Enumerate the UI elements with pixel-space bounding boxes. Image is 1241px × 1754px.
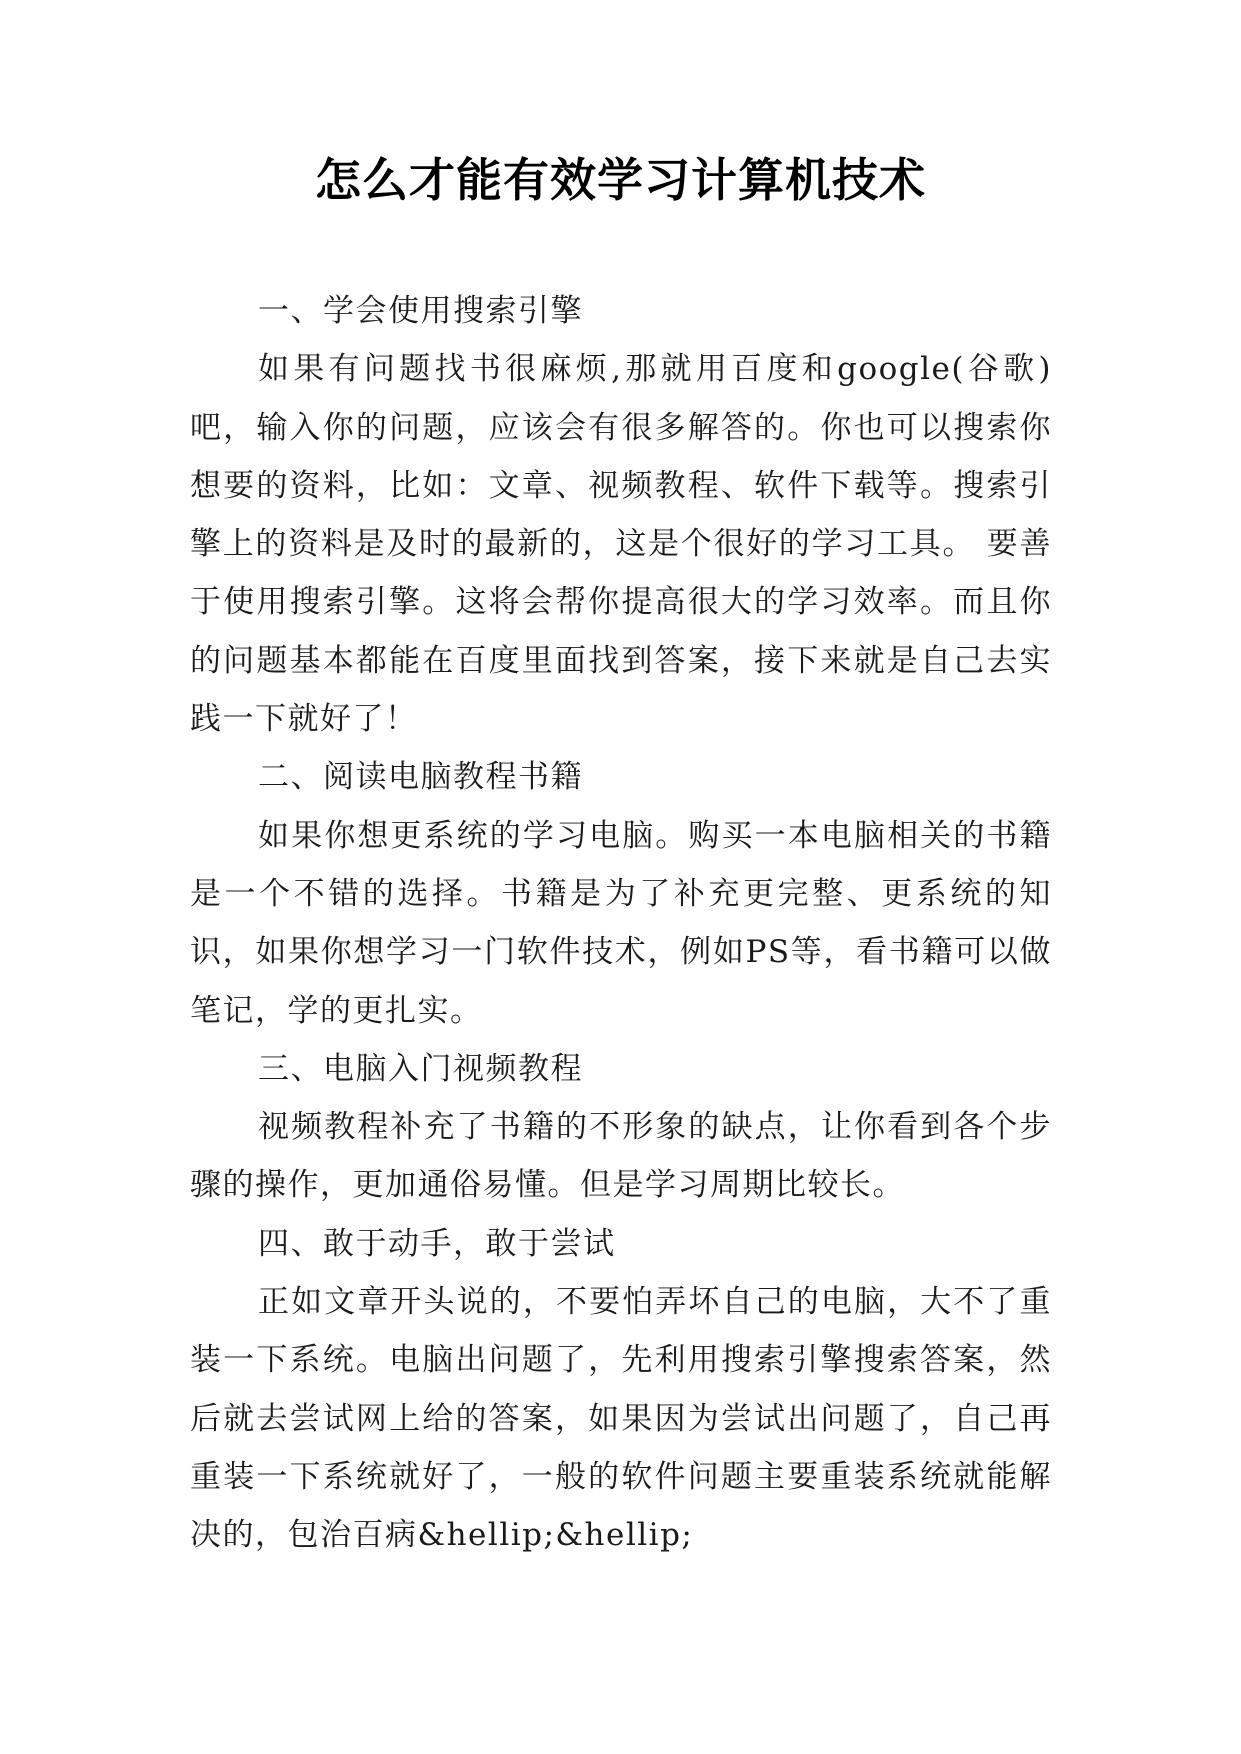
section-heading-4: 四、敢于动手，敢于尝试 (258, 1225, 616, 1262)
section-heading-1: 一、学会使用搜索引擎 (258, 293, 583, 329)
document-title: 怎么才能有效学习计算机技术 (315, 153, 926, 207)
section-body-4: 正如文章开头说的，不要怕弄坏自己的电脑，大不了重装一下系统。电脑出问题了，先利用搜索引擎搜索答案，然后就去尝试网上给的答案，如果因为尝试出问题了，自己再重装一下系统就好了，一般的软件问题主要重装系统就能解决的，包治百病&hellip;&hellip; (190, 1284, 1052, 1554)
section-heading-3: 三、电脑入门视频教程 (258, 1050, 583, 1087)
section-heading-2: 二、阅读电脑教程书籍 (258, 759, 583, 796)
section-body-3: 视频教程补充了书籍的不形象的缺点，让你看到各个步骤的操作，更加通俗易懂。但是学习周期比较长。 (190, 1109, 1052, 1204)
section-body-2: 如果你想更系统的学习电脑。购买一本电脑相关的书籍是一个不错的选择。书籍是为了补充更完整、更系统的知识，如果你想学习一门软件技术，例如PS等，看书籍可以做笔记，学的更扎实。 (190, 817, 1052, 1029)
document-body (190, 282, 1052, 1565)
section-body-1: 如果有问题找书很麻烦,那就用百度和google(谷歌)吧，输入你的问题，应该会有很多解答的。你也可以搜索你想要的资料，比如：文章、视频教程、软件下载等。搜索引擎上的资料是及时的最新的，这是个很好的学习工具。 要善于使用搜索引擎。这将会帮你提高很大的学习效率。而且你的问题基本都能在百度里面找到答案，接下来就是自己去实践一下就好了！ (190, 351, 1052, 738)
